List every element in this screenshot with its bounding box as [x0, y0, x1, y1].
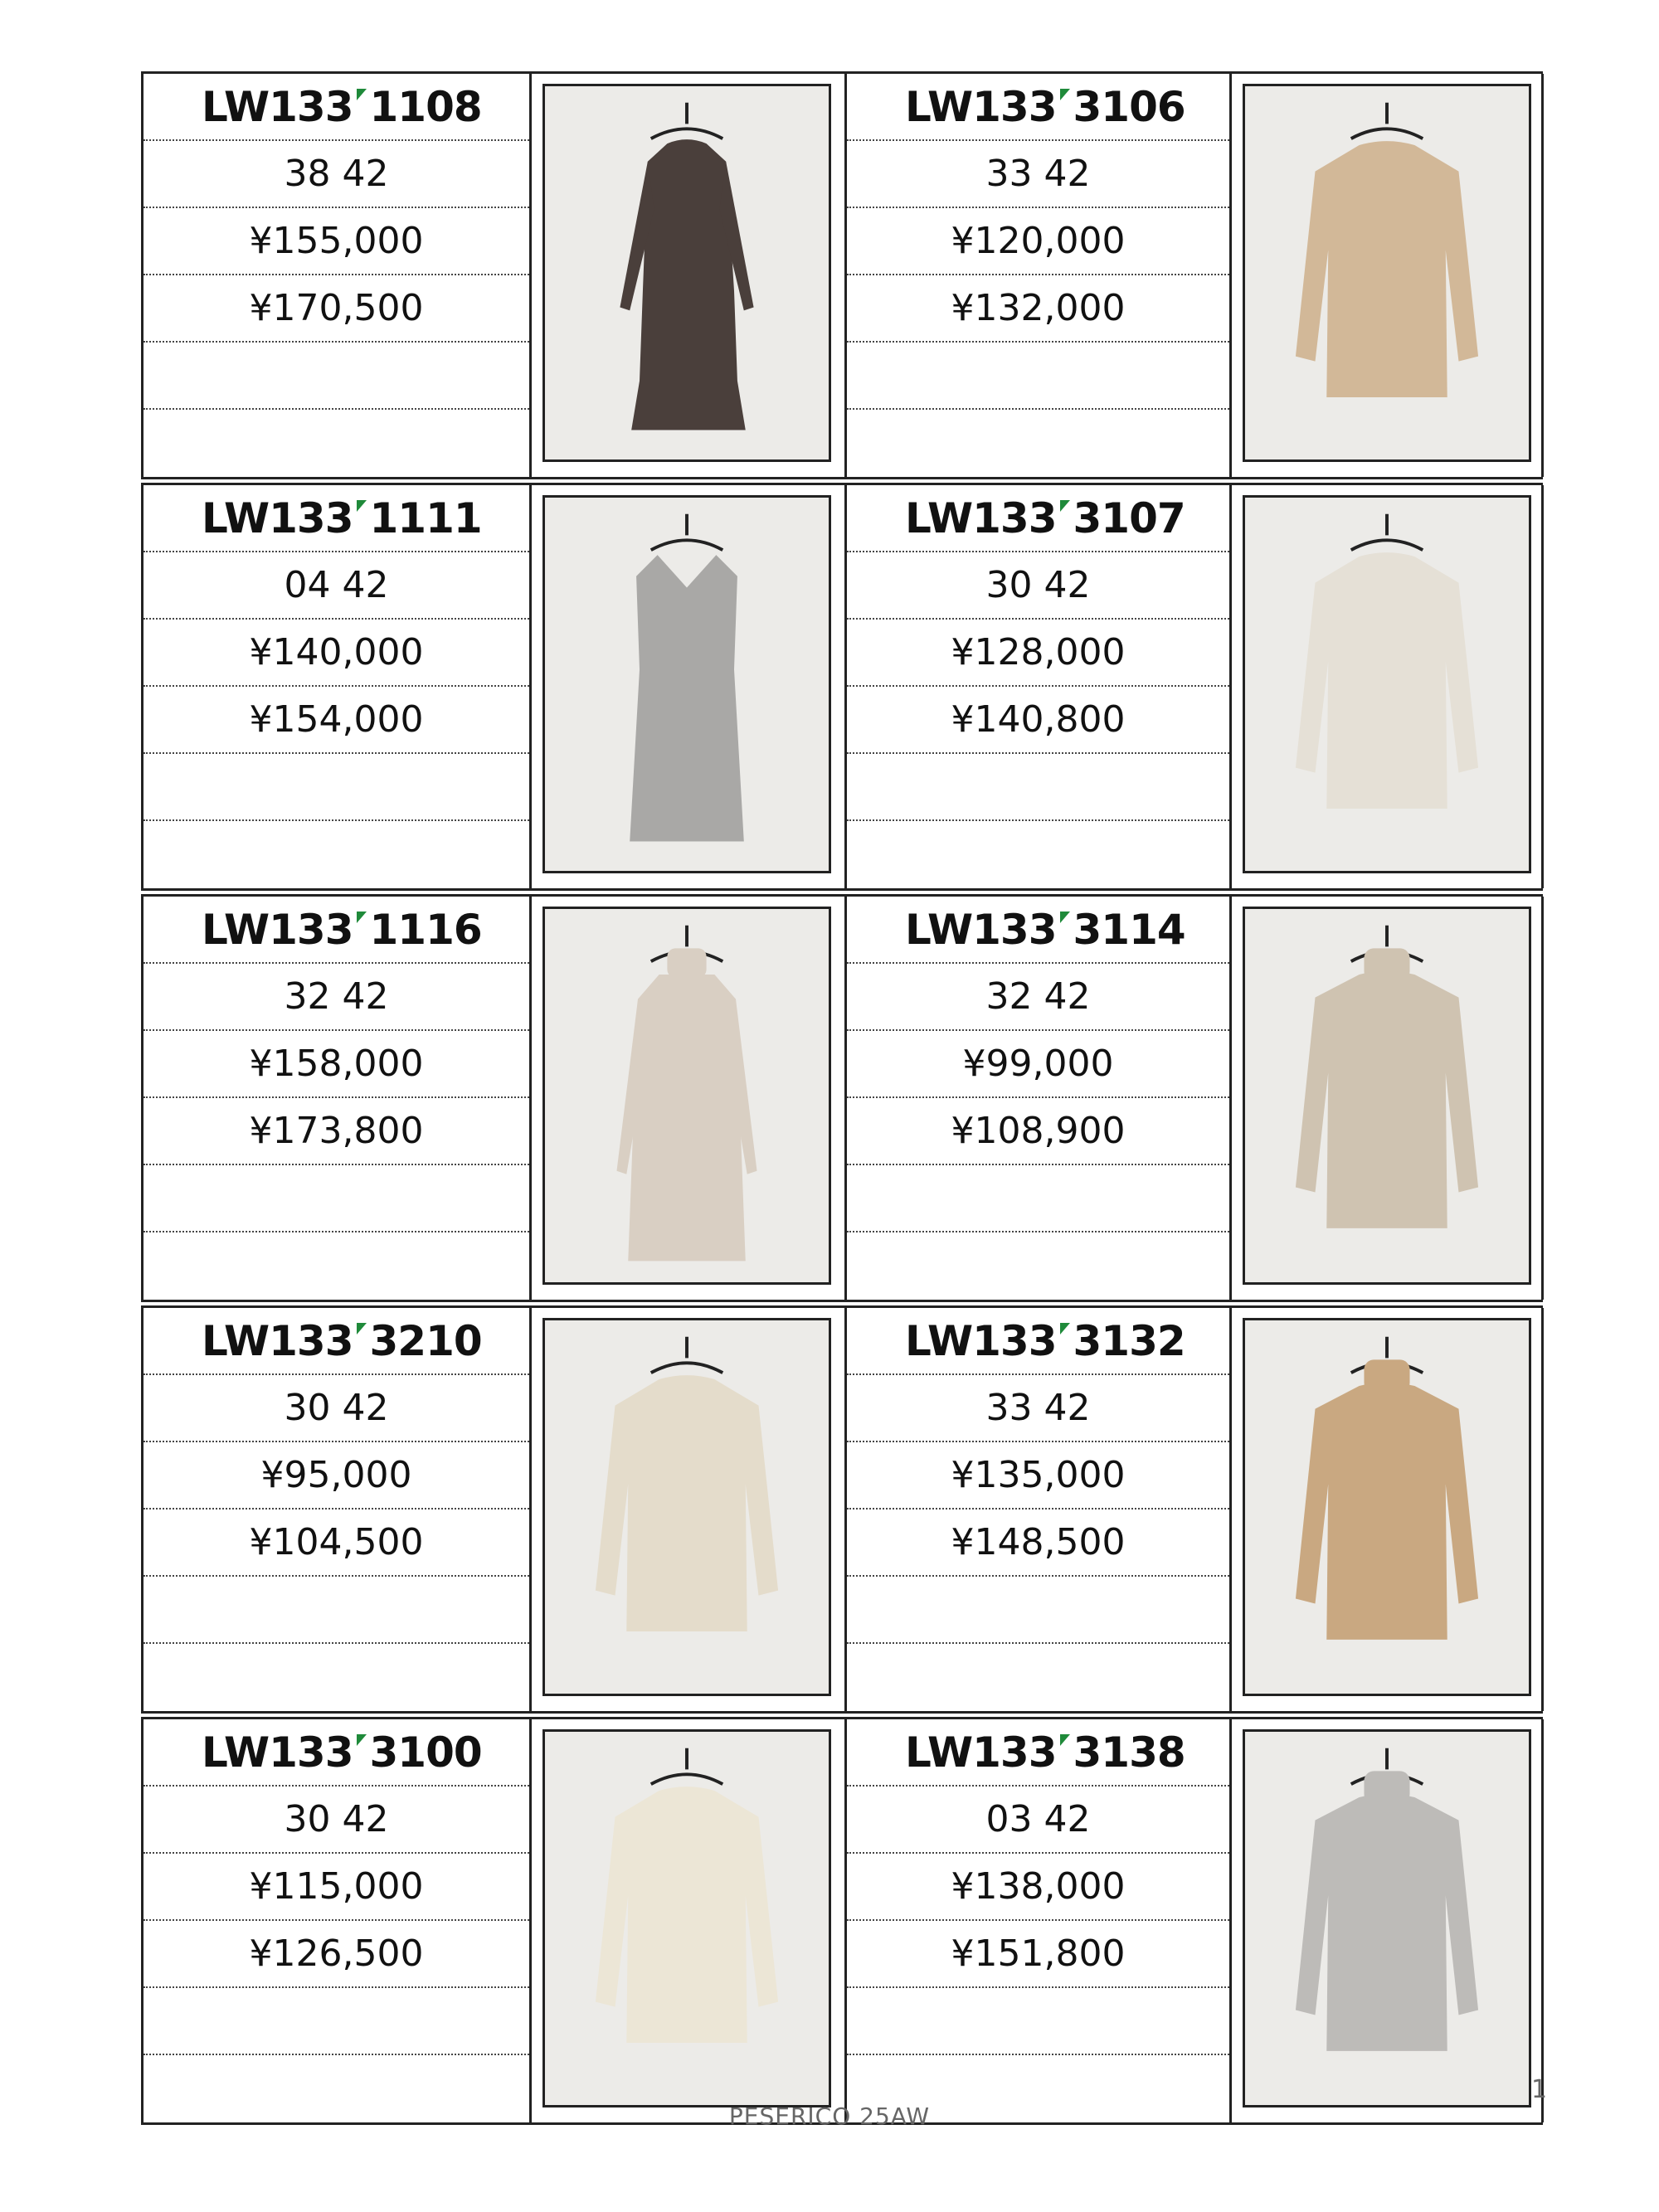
product-code	[144, 1719, 529, 1787]
product-code-number: 3210	[369, 1316, 482, 1365]
size-range: 30 42	[847, 552, 1229, 620]
divider	[529, 1308, 532, 1711]
product-code-prefix: LW133	[202, 1316, 353, 1365]
retail-price: ¥154,000	[144, 687, 529, 754]
empty-line	[144, 410, 529, 477]
product-code-number: 3132	[1073, 1316, 1185, 1365]
size-range: 38 42	[144, 141, 529, 208]
empty-line	[847, 1644, 1229, 1711]
wholesale-price: ¥138,000	[847, 1854, 1229, 1921]
product-code	[847, 485, 1229, 552]
product-code-number: 1108	[369, 82, 482, 131]
empty-line	[847, 821, 1229, 888]
product-code	[144, 485, 529, 552]
size-range: 03 42	[847, 1787, 1229, 1854]
divider	[529, 485, 532, 888]
product-row	[141, 71, 1543, 479]
product-row	[141, 894, 1543, 1302]
product-info-right	[847, 897, 1229, 1300]
wholesale-price: ¥120,000	[847, 208, 1229, 275]
empty-line	[144, 821, 529, 888]
product-row	[141, 483, 1543, 891]
product-info-right	[847, 74, 1229, 477]
empty-line	[847, 1988, 1229, 2055]
product-info-left	[144, 897, 529, 1300]
cell-comment-marker-icon	[1060, 89, 1070, 100]
cell-comment-marker-icon	[357, 1734, 367, 1746]
wholesale-price: ¥140,000	[144, 620, 529, 687]
product-code	[144, 897, 529, 964]
product-info-left	[144, 485, 529, 888]
product-code-prefix: LW133	[202, 82, 353, 131]
product-row	[141, 1717, 1543, 2125]
size-range: 30 42	[144, 1787, 529, 1854]
empty-line	[144, 1644, 529, 1711]
product-code	[847, 897, 1229, 964]
product-info-right	[847, 1719, 1229, 2122]
empty-line	[847, 754, 1229, 821]
dress-brown-icon	[542, 84, 831, 462]
divider	[1541, 1719, 1544, 2122]
page-number: 1	[1531, 2075, 1548, 2104]
retail-price: ¥126,500	[144, 1921, 529, 1988]
retail-price: ¥140,800	[847, 687, 1229, 754]
empty-line	[847, 1577, 1229, 1644]
size-range: 32 42	[144, 964, 529, 1031]
divider	[1229, 1719, 1232, 2122]
footer-label: PESERICO 25AW	[728, 2103, 931, 2130]
product-code-prefix: LW133	[202, 1728, 353, 1777]
product-code	[847, 1719, 1229, 1787]
product-info-right	[847, 1308, 1229, 1711]
sweater-beige-icon	[1243, 84, 1531, 462]
product-code-number: 1116	[369, 905, 482, 954]
product-code-number: 3106	[1073, 82, 1185, 131]
turtleneck-grey-icon	[1243, 1729, 1531, 2107]
turtleneck-camel-icon	[1243, 1318, 1531, 1696]
divider	[1229, 74, 1232, 477]
divider	[529, 1719, 532, 2122]
size-range: 32 42	[847, 964, 1229, 1031]
size-range: 30 42	[144, 1375, 529, 1442]
cell-comment-marker-icon	[357, 500, 367, 512]
divider	[1541, 485, 1544, 888]
divider	[529, 74, 532, 477]
size-range: 33 42	[847, 1375, 1229, 1442]
wholesale-price: ¥155,000	[144, 208, 529, 275]
empty-line	[847, 410, 1229, 477]
product-code-prefix: LW133	[905, 82, 1057, 131]
product-code-prefix: LW133	[202, 905, 353, 954]
product-info-left	[144, 1308, 529, 1711]
cell-comment-marker-icon	[357, 89, 367, 100]
retail-price: ¥132,000	[847, 275, 1229, 343]
knit-turtleneck-oatmeal-icon	[1243, 907, 1531, 1285]
cell-comment-marker-icon	[357, 1323, 367, 1334]
sleeveless-dress-grey-icon	[542, 495, 831, 873]
product-code-prefix: LW133	[905, 905, 1057, 954]
retail-price: ¥173,800	[144, 1098, 529, 1165]
product-code-number: 3100	[369, 1728, 482, 1777]
product-code-prefix: LW133	[202, 493, 353, 542]
cell-comment-marker-icon	[357, 912, 367, 923]
divider	[1229, 485, 1232, 888]
product-row	[141, 1305, 1543, 1714]
empty-line	[144, 754, 529, 821]
empty-line	[144, 343, 529, 410]
size-range: 33 42	[847, 141, 1229, 208]
product-code-prefix: LW133	[905, 1728, 1057, 1777]
divider	[1541, 74, 1544, 477]
size-range: 04 42	[144, 552, 529, 620]
empty-line	[144, 1165, 529, 1232]
divider	[1229, 1308, 1232, 1711]
cell-comment-marker-icon	[1060, 500, 1070, 512]
wholesale-price: ¥158,000	[144, 1031, 529, 1098]
retail-price: ¥151,800	[847, 1921, 1229, 1988]
divider	[529, 897, 532, 1300]
product-code-prefix: LW133	[905, 1316, 1057, 1365]
cell-comment-marker-icon	[1060, 912, 1070, 923]
cell-comment-marker-icon	[1060, 1734, 1070, 1746]
product-code-number: 3114	[1073, 905, 1185, 954]
cell-comment-marker-icon	[1060, 1323, 1070, 1334]
product-info-left	[144, 74, 529, 477]
product-code-number: 3138	[1073, 1728, 1185, 1777]
product-code	[144, 1308, 529, 1375]
product-code	[847, 1308, 1229, 1375]
sweater-ivory-icon	[1243, 495, 1531, 873]
wholesale-price: ¥95,000	[144, 1442, 529, 1510]
textured-sweater-cream-icon	[542, 1729, 831, 2107]
empty-line	[847, 343, 1229, 410]
divider	[1229, 897, 1232, 1300]
empty-line	[144, 1577, 529, 1644]
turtleneck-dress-beige-icon	[542, 907, 831, 1285]
retail-price: ¥104,500	[144, 1510, 529, 1577]
product-code-prefix: LW133	[905, 493, 1057, 542]
product-code	[144, 74, 529, 141]
product-code-number: 3107	[1073, 493, 1185, 542]
product-code-number: 1111	[369, 493, 482, 542]
wholesale-price: ¥99,000	[847, 1031, 1229, 1098]
product-info-right	[847, 485, 1229, 888]
wholesale-price: ¥128,000	[847, 620, 1229, 687]
catalog-sheet	[141, 71, 1543, 2125]
empty-line	[847, 1232, 1229, 1300]
cable-knit-cream-icon	[542, 1318, 831, 1696]
product-code	[847, 74, 1229, 141]
empty-line	[144, 1232, 529, 1300]
empty-line	[847, 1165, 1229, 1232]
product-info-left	[144, 1719, 529, 2122]
retail-price: ¥148,500	[847, 1510, 1229, 1577]
divider	[1541, 897, 1544, 1300]
empty-line	[144, 1988, 529, 2055]
retail-price: ¥170,500	[144, 275, 529, 343]
wholesale-price: ¥115,000	[144, 1854, 529, 1921]
retail-price: ¥108,900	[847, 1098, 1229, 1165]
wholesale-price: ¥135,000	[847, 1442, 1229, 1510]
divider	[1541, 1308, 1544, 1711]
